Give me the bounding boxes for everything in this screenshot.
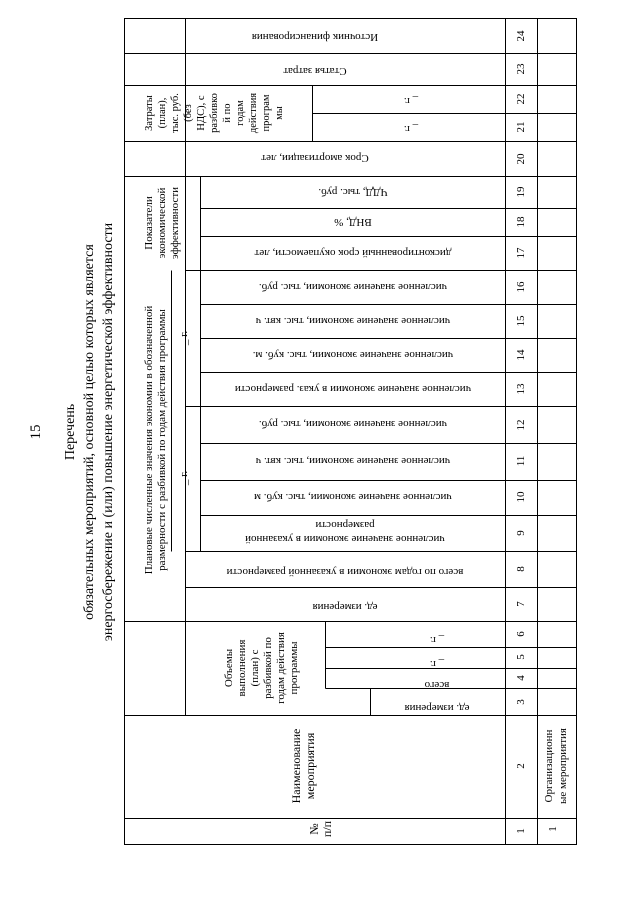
title-line-3: энергосбережение и (или) повышение энергетической эффективности xyxy=(101,222,116,642)
header-col-20: Срок амортизации, лет xyxy=(261,152,369,164)
row-1-name-2: ые мероприятия xyxy=(557,728,569,804)
header-col-9-b: размерности xyxy=(315,519,375,531)
volumes-header xyxy=(223,632,300,704)
column-number: 10 xyxy=(515,491,527,503)
indicators-line-2: экономической xyxy=(156,187,168,259)
header-col-21: _ г. xyxy=(403,123,419,135)
column-number: 2 xyxy=(515,763,527,769)
column-number: 3 xyxy=(515,699,527,705)
column-number: 23 xyxy=(515,63,527,75)
column-number: 19 xyxy=(515,186,527,198)
volumes-line-3: (план) с xyxy=(249,649,261,687)
costs-header xyxy=(144,93,285,133)
column-number: 13 xyxy=(515,383,527,395)
indicators-line-3: эффективности xyxy=(169,186,181,260)
column-number: 20 xyxy=(515,153,527,165)
planned-line-2: размерности с разбивкой по годам действия программы xyxy=(156,309,168,571)
header-col-17: дисконтированный срок окупаемости, лет xyxy=(254,247,452,259)
column-number: 18 xyxy=(515,216,527,228)
title-line-2: обязательных мероприятий, основной целью которых является xyxy=(82,244,97,620)
column-number: 9 xyxy=(515,530,527,536)
planned-year-a: _ г. xyxy=(178,470,190,486)
volumes-line-6: программы xyxy=(288,641,300,695)
header-year-6: _ г. xyxy=(429,634,445,646)
planned-year-b: _ г. xyxy=(178,330,190,346)
indicators-line-1: Показатели xyxy=(143,196,155,250)
costs-line-3: тыс. руб. xyxy=(170,93,181,133)
header-col-15: численное значение экономии, тыс. квт. ч xyxy=(255,315,451,327)
header-total-by-year: всего по годам экономии в указанной размерности xyxy=(226,566,464,578)
column-number: 24 xyxy=(515,30,527,42)
costs-line-10: програм xyxy=(261,94,272,132)
costs-line-4: (без xyxy=(183,104,194,122)
header-col-24: Источник финансирования xyxy=(251,31,379,43)
column-number: 4 xyxy=(515,675,527,681)
header-name-1: Наименование xyxy=(289,728,303,804)
volumes-line-5: годам действия xyxy=(275,632,287,704)
costs-line-7: й по xyxy=(222,103,233,123)
header-name-2: мероприятия xyxy=(303,732,317,800)
column-number: 21 xyxy=(515,121,527,133)
header-num-1: № xyxy=(307,823,321,835)
header-col-13: численное значение экономии в указ. размерности xyxy=(234,383,472,395)
column-number: 15 xyxy=(515,315,527,327)
header-col-9-a: численное значение экономии в указанной xyxy=(245,533,445,545)
costs-line-2: (план), xyxy=(157,97,168,129)
column-number: 12 xyxy=(515,419,527,431)
header-col-16: численное значение экономии, тыс. руб. xyxy=(258,281,448,293)
column-number: 22 xyxy=(515,93,527,105)
column-number: 7 xyxy=(515,601,527,607)
header-col-18: ВНД, % xyxy=(334,216,372,228)
column-number: 14 xyxy=(515,349,527,361)
column-number: 11 xyxy=(515,455,527,467)
column-number: 6 xyxy=(515,631,527,637)
planned-line-1: Плановые численные значения экономии в обозначенной xyxy=(143,305,155,575)
header-total: всего xyxy=(424,679,450,691)
header-col-19: ЧДД, тыс. руб. xyxy=(318,186,388,198)
column-number: 5 xyxy=(515,654,527,660)
page-number: 15 xyxy=(28,424,44,440)
row-1-name-1: Организационн xyxy=(543,729,555,803)
header-unit-7: ед. измерения xyxy=(312,601,378,613)
table-grid xyxy=(125,19,577,845)
column-number-row xyxy=(515,30,527,834)
costs-line-6: разбивко xyxy=(209,93,220,133)
costs-line-8: годам xyxy=(235,100,246,126)
header-col-22: _ г. xyxy=(403,95,419,107)
header-num-2: п/п xyxy=(320,820,334,838)
costs-line-1: Затраты xyxy=(144,95,155,131)
header-col-12: численное значение экономии, тыс. руб. xyxy=(258,418,448,430)
volumes-line-1: Объемы xyxy=(223,648,235,688)
volumes-line-4: разбивкой по xyxy=(262,637,274,699)
row-1-num: 1 xyxy=(547,826,559,832)
header-unit: ед. измерения xyxy=(404,702,470,714)
header-col-11: численное значение экономии, тыс. квт. ч xyxy=(255,455,451,467)
column-number: 8 xyxy=(515,566,527,572)
header-col-14: численное значение экономии, тыс. куб. м. xyxy=(252,349,454,361)
header-year-5: _ г. xyxy=(429,658,445,670)
volumes-line-2: выполнения xyxy=(236,639,248,697)
column-number: 1 xyxy=(515,828,527,834)
column-number: 16 xyxy=(515,281,527,293)
costs-line-11: мы xyxy=(274,106,285,120)
costs-line-9: действия xyxy=(248,92,259,134)
header-col-10: численное значение экономии, тыс. куб. м xyxy=(254,491,452,503)
column-number: 17 xyxy=(515,247,527,259)
title-line-1: Перечень xyxy=(63,403,78,461)
costs-line-5: НДС), с xyxy=(196,95,207,131)
header-col-23: Статья затрат xyxy=(283,65,347,77)
